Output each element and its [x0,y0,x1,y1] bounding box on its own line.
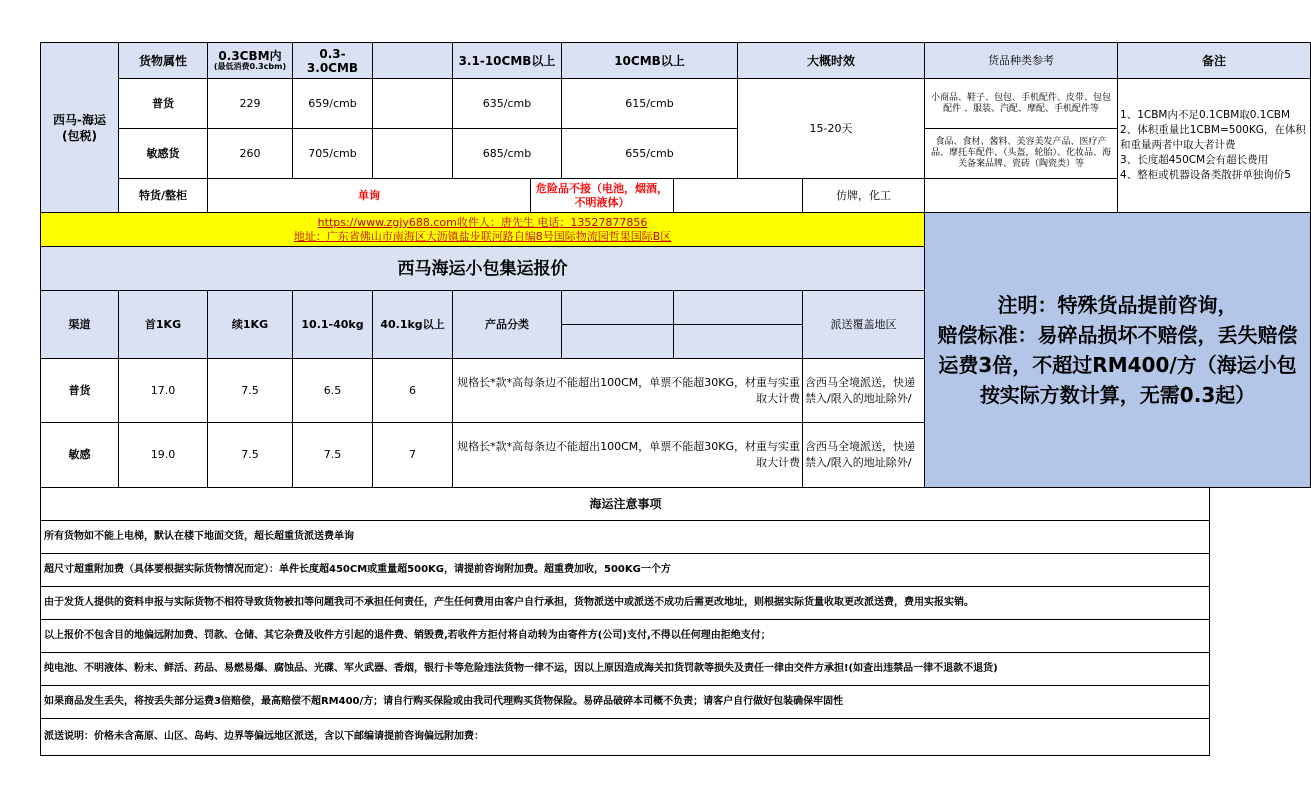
parcel-row-sensitive-r2: 7 [373,423,453,488]
contact-line1[interactable]: https://www.zgjy688.com收件人：唐先生 电话：13527877856 [317,215,648,229]
notes-table [40,488,1210,756]
parcel-row-sensitive-extra: 7.5 [208,423,293,488]
special-inquiry: 单询 [208,179,531,213]
special-category: 仿牌，化工 [803,179,925,213]
parcel-header-category: 产品分类 [453,291,562,359]
parcel-row-sensitive-channel: 敏感 [41,423,119,488]
row-general-c5: 615/cmb [562,79,738,129]
note-item: 所有货物如不能上电梯，默认在楼下地面交货，超长超重货派送费单询 [41,520,1210,553]
notes-title: 海运注意事项 [41,488,1210,520]
parcel-header-channel: 渠道 [41,291,119,359]
note-item: 由于发货人提供的资料申报与实际货物不相符导致货物被扣等问题我司不承担任何责任，产生任何费用由客户自行承担，货物派送中或派送不成功后需更改地址，则根据实际货量收取更改派送费，费用实报实销。 [41,586,1210,619]
parcel-row-sensitive-first: 19.0 [119,423,208,488]
compensation-note: 注明：特殊货品提前咨询， 赔偿标准：易碎品损坏不赔偿，丢失赔偿运费3倍，不超过RM400/方（海运小包按实际方数计算，无需0.3起） [925,213,1311,488]
note-item: 纯电池、不明液体、粉末、鲜活、药品、易燃易爆、腐蚀品、光碟、军火武器、香烟，银行卡等危险违法货物一律不运，因以上原因造成海关扣货罚款等损失及责任一律由交件方承担!(如查出违禁品一律不退款不退货) [41,652,1210,685]
header-attr: 货物属性 [119,43,208,79]
transit-time: 15-20天 [738,79,925,179]
header-cbm-03 [208,43,293,79]
note-item: 以上报价不包含目的地偏远附加费、罚款、仓储、其它杂费及收件方引起的退件费、销毁费,若收件方拒付将自动转为由寄件方(公司)支付,不得以任何理由拒绝支付； [41,619,1210,652]
parcel-row-sensitive-category: 规格长*款*高每条边不能超出100CM，单票不能超30KG，材重与实重取大计费 [453,423,803,488]
row-general-c4: 635/cmb [453,79,562,129]
parcel-row-general-first: 17.0 [119,359,208,423]
header-cbm-31-10: 3.1-10CMB以上 [453,43,562,79]
row-general-attr: 普货 [119,79,208,129]
row-general-c3 [373,79,453,129]
header-cbm-10-plus: 10CMB以上 [562,43,738,79]
parcel-header-blank-b1 [674,291,803,325]
note-item: 如果商品发生丢失，将按丢失部分运费3倍赔偿，最高赔偿不超RM400/方；请自行购买保险或由我司代理购买货物保险。易碎品破碎本司概不负责；请客户自行做好包装确保牢固性 [41,685,1210,718]
row-sensitive-c4: 685/cmb [453,129,562,179]
special-danger: 危险品不接（电池，烟酒，不明液体） [531,179,674,213]
contact-line2: 地址：广东省佛山市南海区大沥镇盐步联河路自编8号国际物流园哲果国际B区 [293,229,672,243]
parcel-row-general-coverage: 含西马全境派送，快递禁入/限入的地址除外/ [803,359,925,423]
row-sensitive-c1: 260 [208,129,293,179]
header-remarks: 备注 [1118,43,1311,79]
parcel-header-blank-b2 [674,325,803,359]
row-general-c1: 229 [208,79,293,129]
parcel-title: 西马海运小包集运报价 [41,247,925,291]
parcel-header-range1: 10.1-40kg [293,291,373,359]
row-special-attr: 特货/整柜 [119,179,208,213]
note-item: 超尺寸超重附加费（具体要根据实际货物情况而定）：单件长度超450CM或重量超500KG，请提前咨询附加费。超重费加收，500KG一个方 [41,553,1210,586]
parcel-row-general-r2: 6 [373,359,453,423]
header-blank [373,43,453,79]
parcel-row-general-channel: 普货 [41,359,119,423]
parcel-header-extra: 续1KG [208,291,293,359]
header-cbm-03-note: (最低消费0.3cbm) [213,62,287,71]
header-cbm-03-label: 0.3CBM内 [218,49,282,63]
parcel-header-blank-a2 [562,325,674,359]
parcel-header-range2: 40.1kg以上 [373,291,453,359]
row-sensitive-c2: 705/cmb [293,129,373,179]
parcel-row-sensitive-r1: 7.5 [293,423,373,488]
header-category: 货品种类参考 [925,43,1118,79]
parcel-row-general-category: 规格长*款*高每条边不能超出100CM，单票不能超30KG，材重与实重取大计费 [453,359,803,423]
sea-remarks: 1、1CBM内不足0.1CBM取0.1CBM 2、体积重量比1CBM=500KG，在体积和重量两者中取大者计费 3、长度超450CM会有超长费用 4、整柜或机器设备类散拼单独询价5 [1118,79,1311,213]
route-label: 西马-海运 (包税) [41,43,119,213]
parcel-header-coverage: 派送覆盖地区 [803,291,925,359]
row-general-category: 小商品、鞋子、包包、手机配件、皮带、包包配件 、服装、汽配、摩配、手机配件等 [925,79,1118,129]
parcel-row-general-r1: 6.5 [293,359,373,423]
row-sensitive-attr: 敏感货 [119,129,208,179]
parcel-header-blank-a1 [562,291,674,325]
parcel-row-sensitive-coverage: 含西马全境派送，快递禁入/限入的地址除外/ [803,423,925,488]
row-sensitive-category: 食品、食材、酱料、美容美发产品、医疗产品、摩托车配件、（头盔，轮胎）、化妆品、海关备案品牌、瓷砖（陶瓷类）等 [925,129,1118,179]
main-table [40,42,1311,488]
parcel-header-first: 首1KG [119,291,208,359]
row-sensitive-c3 [373,129,453,179]
special-time-blank [674,179,803,213]
header-time: 大概时效 [738,43,925,79]
note-item: 派送说明：价格未含高原、山区、岛屿、边界等偏远地区派送，含以下邮编请提前咨询偏远附加费： [41,718,1210,755]
quote-sheet [40,42,1306,756]
parcel-row-general-extra: 7.5 [208,359,293,423]
row-sensitive-c5: 655/cmb [562,129,738,179]
header-cbm-03-30: 0.3-3.0CMB [293,43,373,79]
contact-info [41,213,925,247]
row-general-c2: 659/cmb [293,79,373,129]
